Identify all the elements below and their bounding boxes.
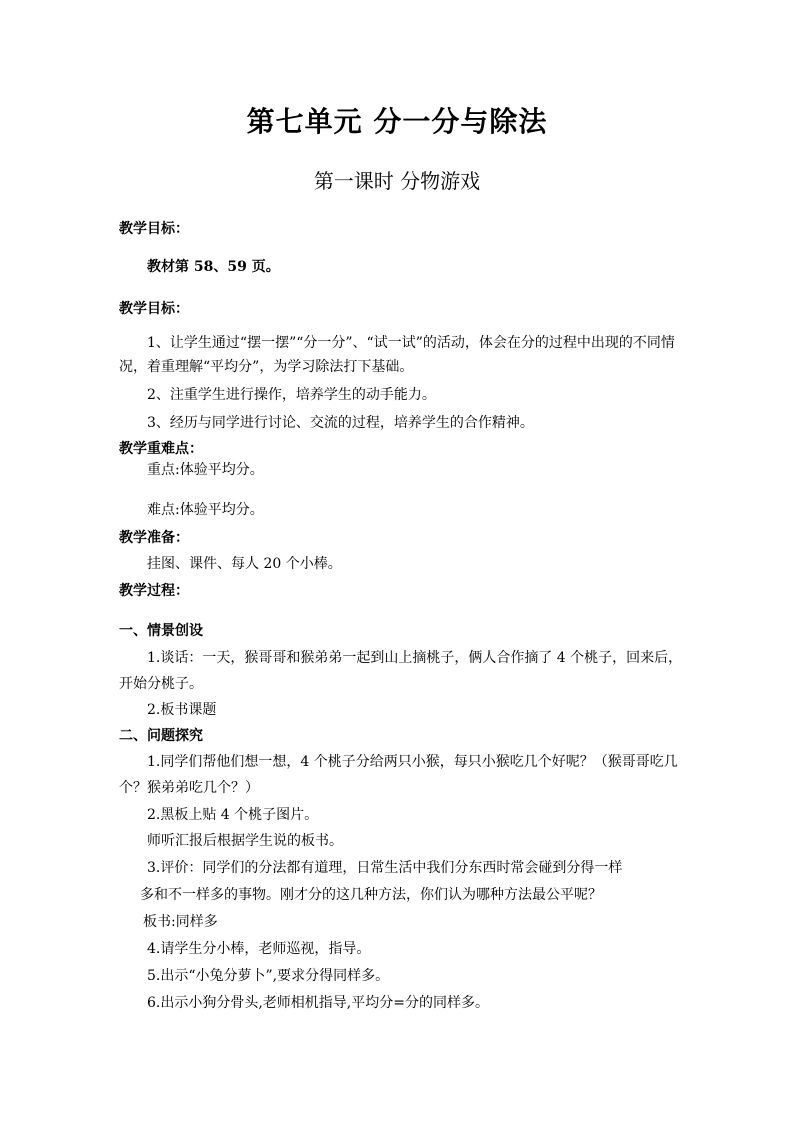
- section-2-item-3-line-2: 多和不一样多的事物。刚才分的这几种方法，你们认为哪种方法最公平呢？: [140, 887, 602, 903]
- section-2-item-5: 5.出示“小兔分萝卜”,要求分得同样多。: [147, 968, 390, 984]
- goal-1-line-2: 况，着重理解“平均分”，为学习除法打下基础。: [119, 359, 414, 375]
- lesson-subtitle: 第一课时 分物游戏: [313, 169, 481, 193]
- section-2-item-4: 4.请学生分小棒，老师巡视，指导。: [147, 941, 371, 957]
- section-1-item-2: 2.板书课题: [147, 702, 217, 718]
- section-2-item-2-note: 师听汇报后根据学生说的板书。: [147, 833, 343, 849]
- section-2-heading: 二、问题探究: [119, 728, 203, 744]
- heading-preparation: 教学准备：: [119, 530, 189, 546]
- page-title: 第七单元 分一分与除法: [246, 105, 548, 138]
- key-point: 重点:体验平均分。: [147, 462, 264, 478]
- preparation-text: 挂图、课件、每人 20 个小棒。: [147, 556, 342, 572]
- section-2-item-1-line-2: 个？猴弟弟吃几个？）: [119, 780, 259, 796]
- section-2-item-6: 6.出示小狗分骨头,老师相机指导,平均分=分的同样多。: [147, 995, 489, 1011]
- goal-2: 2、注重学生进行操作，培养学生的动手能力。: [147, 387, 436, 403]
- heading-process: 教学过程：: [119, 583, 189, 599]
- section-2-item-1-line-1: 1.同学们帮他们想一想，4 个桃子分给两只小猴，每只小猴吃几个好呢？（猴哥哥吃几: [147, 754, 678, 770]
- goal-1-line-1: 1、让学生通过“摆一摆”“分一分”、“试一试”的活动，体会在分的过程中出现的不同情: [147, 335, 675, 351]
- section-2-item-2: 2.黑板上贴 4 个桃子图片。: [147, 807, 319, 823]
- board-note: 板书:同样多: [143, 914, 218, 930]
- section-1-item-1-line-1: 1.谈话：一天，猴哥哥和猴弟弟一起到山上摘桃子，俩人合作摘了 4 个桃子，回来后，: [147, 650, 683, 666]
- heading-teaching-goals: 教学目标：: [119, 221, 189, 237]
- heading-key-points: 教学重难点：: [119, 441, 203, 457]
- section-2-item-3-line-1: 3.评价：同学们的分法都有道理，日常生活中我们分东西时常会碰到分得一样: [147, 860, 623, 876]
- goal-3: 3、经历与同学进行讨论、交流的过程，培养学生的合作精神。: [147, 415, 534, 431]
- section-1-heading: 一、情景创设: [119, 623, 203, 639]
- heading-teaching-goals-2: 教学目标：: [119, 301, 189, 317]
- hard-point: 难点:体验平均分。: [147, 502, 264, 518]
- section-1-item-1-line-2: 开始分桃子。: [119, 676, 203, 692]
- material-text: 教材第 58、59 页。: [147, 259, 280, 275]
